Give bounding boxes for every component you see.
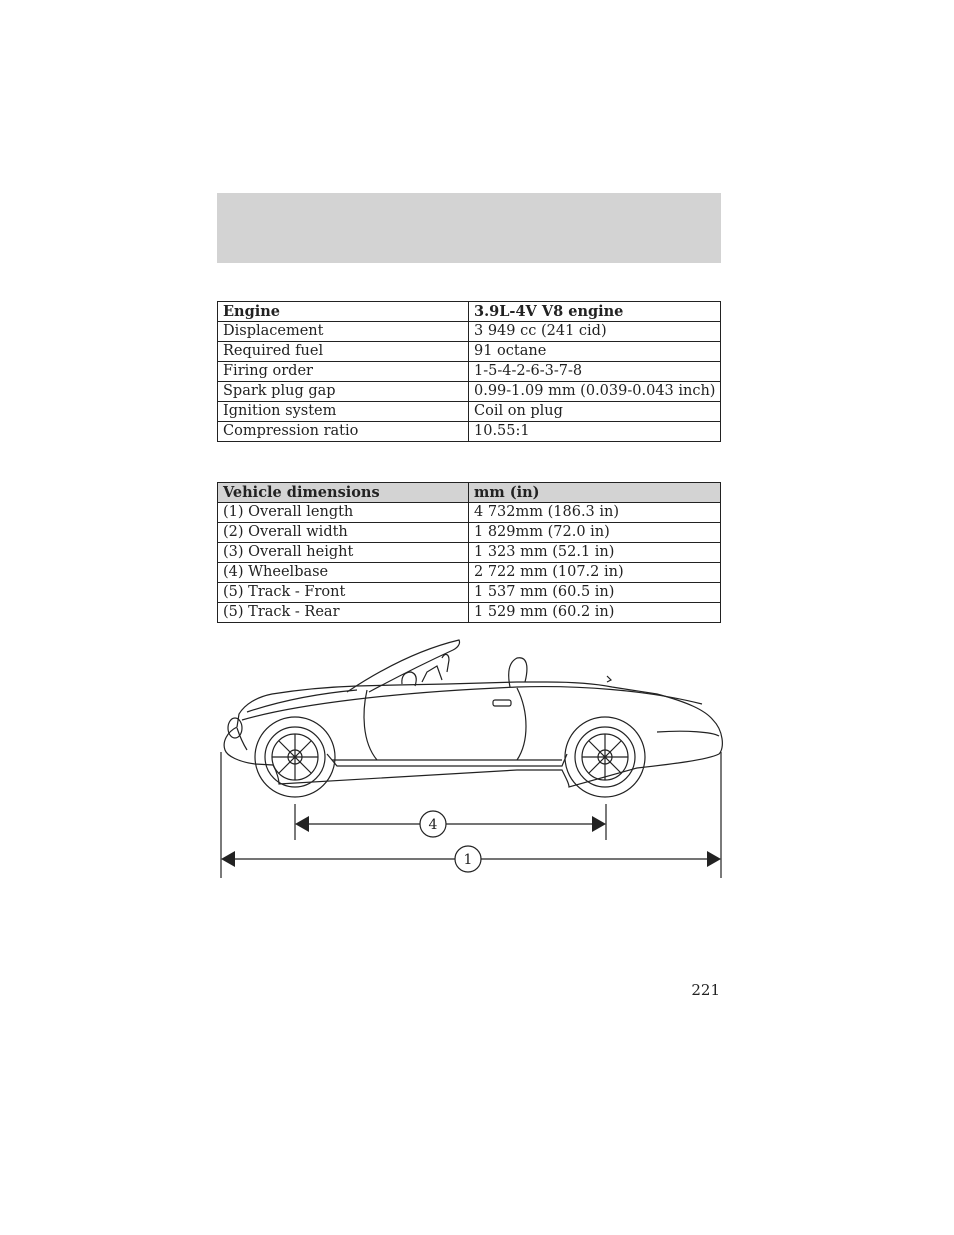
value-cell: 1 537 mm (60.5 in) (469, 583, 721, 603)
vehicle-dimensions-table (217, 482, 721, 623)
value-cell: 10.55:1 (469, 422, 721, 442)
table-header-row (218, 302, 721, 322)
value-cell: 1 323 mm (52.1 in) (469, 543, 721, 563)
overall-length-callout-label: 1 (463, 852, 473, 868)
car-illustration (224, 640, 722, 797)
label-cell: Spark plug gap (218, 382, 469, 402)
table-row (218, 322, 721, 342)
section-header-band (217, 193, 721, 263)
table-row (218, 342, 721, 362)
label-cell: Firing order (218, 362, 469, 382)
table-row (218, 382, 721, 402)
engine-spec-table (217, 301, 721, 442)
table-row (218, 422, 721, 442)
label-cell: (5) Track - Front (218, 583, 469, 603)
value-cell: 1-5-4-2-6-3-7-8 (469, 362, 721, 382)
table-row (218, 402, 721, 422)
arrowhead-right-icon (592, 816, 606, 832)
table-row (218, 563, 721, 583)
table-row (218, 603, 721, 623)
table-header-row (218, 483, 721, 503)
label-cell: Displacement (218, 322, 469, 342)
header-cell: Engine (218, 302, 469, 322)
header-cell: 3.9L-4V V8 engine (469, 302, 721, 322)
header-cell: Vehicle dimensions (218, 483, 469, 503)
page-number: 221 (691, 981, 720, 999)
arrowhead-left-icon (295, 816, 309, 832)
value-cell: 0.99-1.09 mm (0.039-0.043 inch) (469, 382, 721, 402)
label-cell: Required fuel (218, 342, 469, 362)
arrowhead-left-icon (221, 851, 235, 867)
value-cell: 3 949 cc (241 cid) (469, 322, 721, 342)
value-cell: 1 829mm (72.0 in) (469, 523, 721, 543)
value-cell: 2 722 mm (107.2 in) (469, 563, 721, 583)
table-row (218, 503, 721, 523)
label-cell: (1) Overall length (218, 503, 469, 523)
label-cell: Ignition system (218, 402, 469, 422)
value-cell: 1 529 mm (60.2 in) (469, 603, 721, 623)
car-side-view-diagram (217, 632, 727, 882)
label-cell: (3) Overall height (218, 543, 469, 563)
table-row (218, 583, 721, 603)
label-cell: (2) Overall width (218, 523, 469, 543)
label-cell: Compression ratio (218, 422, 469, 442)
overall-length-dimension (221, 846, 721, 872)
label-cell: (5) Track - Rear (218, 603, 469, 623)
table-row (218, 523, 721, 543)
value-cell: 4 732mm (186.3 in) (469, 503, 721, 523)
wheelbase-callout-label: 4 (428, 817, 438, 833)
value-cell: 91 octane (469, 342, 721, 362)
table-row (218, 543, 721, 563)
arrowhead-right-icon (707, 851, 721, 867)
value-cell: Coil on plug (469, 402, 721, 422)
label-cell: (4) Wheelbase (218, 563, 469, 583)
header-cell: mm (in) (469, 483, 721, 503)
wheelbase-dimension (295, 811, 606, 837)
table-row (218, 362, 721, 382)
